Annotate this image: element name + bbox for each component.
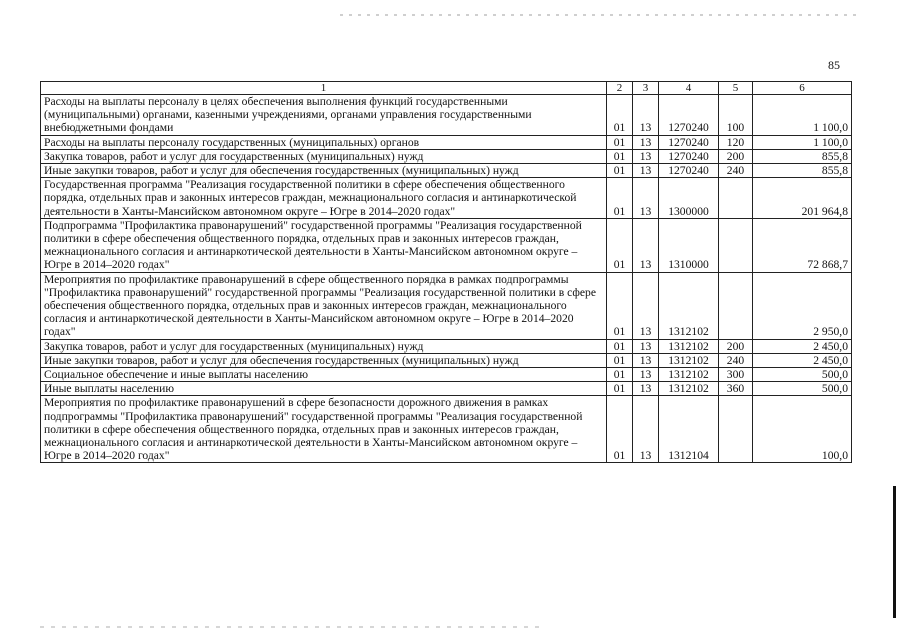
row-name: Закупка товаров, работ и услуг для государственных (муниципальных) нужд bbox=[41, 149, 607, 163]
row-subsection: 13 bbox=[633, 272, 659, 339]
row-target-article: 1312102 bbox=[659, 368, 719, 382]
table-row bbox=[41, 164, 852, 178]
row-expense-type: 360 bbox=[719, 382, 753, 396]
row-section: 01 bbox=[607, 95, 633, 136]
row-expense-type: 240 bbox=[719, 353, 753, 367]
row-target-article: 1270240 bbox=[659, 149, 719, 163]
row-section: 01 bbox=[607, 368, 633, 382]
row-expense-type: 200 bbox=[719, 149, 753, 163]
row-target-article: 1312102 bbox=[659, 353, 719, 367]
row-expense-type: 240 bbox=[719, 164, 753, 178]
row-section: 01 bbox=[607, 149, 633, 163]
row-subsection: 13 bbox=[633, 164, 659, 178]
row-section: 01 bbox=[607, 135, 633, 149]
table-row bbox=[41, 149, 852, 163]
row-subsection: 13 bbox=[633, 95, 659, 136]
row-section: 01 bbox=[607, 178, 633, 219]
row-name: Мероприятия по профилактике правонарушений в сфере общественного порядка в рамках подпрограммы "Профилактика правонарушений" государственной программы "Реализация государственной политики в сфере обеспечения общественного порядка, отдельных прав и законных интересов граждан, межнационального согласия и антинаркотической деятельности в Ханты-Мансийском автономном округе – Югре в 2014–2020 годах" bbox=[41, 272, 607, 339]
column-header: 2 bbox=[607, 82, 633, 95]
row-section: 01 bbox=[607, 396, 633, 463]
row-target-article: 1310000 bbox=[659, 218, 719, 272]
table-row bbox=[41, 272, 852, 339]
row-amount: 201 964,8 bbox=[753, 178, 852, 219]
page-number: 85 bbox=[828, 58, 840, 72]
column-header: 4 bbox=[659, 82, 719, 95]
budget-table-body bbox=[41, 82, 852, 463]
table-row bbox=[41, 368, 852, 382]
row-name: Иные закупки товаров, работ и услуг для обеспечения государственных (муниципальных) нужд bbox=[41, 164, 607, 178]
column-header: 6 bbox=[753, 82, 852, 95]
row-expense-type bbox=[719, 396, 753, 463]
row-subsection: 13 bbox=[633, 353, 659, 367]
row-amount: 855,8 bbox=[753, 149, 852, 163]
row-subsection: 13 bbox=[633, 396, 659, 463]
column-header: 5 bbox=[719, 82, 753, 95]
row-target-article: 1270240 bbox=[659, 164, 719, 178]
row-section: 01 bbox=[607, 272, 633, 339]
row-amount: 2 950,0 bbox=[753, 272, 852, 339]
table-row bbox=[41, 382, 852, 396]
row-target-article: 1270240 bbox=[659, 135, 719, 149]
row-name: Иные выплаты населению bbox=[41, 382, 607, 396]
table-row bbox=[41, 218, 852, 272]
table-row bbox=[41, 339, 852, 353]
column-numbers-row bbox=[41, 82, 852, 95]
scan-artifact-top bbox=[340, 14, 860, 16]
row-section: 01 bbox=[607, 382, 633, 396]
table-row bbox=[41, 95, 852, 136]
row-expense-type: 120 bbox=[719, 135, 753, 149]
row-amount: 72 868,7 bbox=[753, 218, 852, 272]
row-amount: 2 450,0 bbox=[753, 339, 852, 353]
row-section: 01 bbox=[607, 218, 633, 272]
row-subsection: 13 bbox=[633, 368, 659, 382]
row-subsection: 13 bbox=[633, 339, 659, 353]
row-name: Иные закупки товаров, работ и услуг для обеспечения государственных (муниципальных) нужд bbox=[41, 353, 607, 367]
scan-artifact-bottom bbox=[40, 626, 540, 628]
row-subsection: 13 bbox=[633, 149, 659, 163]
row-expense-type bbox=[719, 218, 753, 272]
row-amount: 500,0 bbox=[753, 382, 852, 396]
row-target-article: 1312104 bbox=[659, 396, 719, 463]
budget-table bbox=[40, 81, 852, 463]
row-amount: 2 450,0 bbox=[753, 353, 852, 367]
row-expense-type: 300 bbox=[719, 368, 753, 382]
row-name: Государственная программа "Реализация государственной политики в сфере обеспечения общественного порядка, отдельных прав и законных интересов граждан, межнационального согласия и антинаркотической деятельности в Ханты-Мансийском автономном округе – Югре в 2014–2020 годах" bbox=[41, 178, 607, 219]
column-header: 1 bbox=[41, 82, 607, 95]
row-amount: 855,8 bbox=[753, 164, 852, 178]
column-header: 3 bbox=[633, 82, 659, 95]
row-amount: 1 100,0 bbox=[753, 95, 852, 136]
table-row bbox=[41, 396, 852, 463]
row-target-article: 1312102 bbox=[659, 382, 719, 396]
row-section: 01 bbox=[607, 339, 633, 353]
row-name: Социальное обеспечение и иные выплаты населению bbox=[41, 368, 607, 382]
row-expense-type: 100 bbox=[719, 95, 753, 136]
row-name: Закупка товаров, работ и услуг для государственных (муниципальных) нужд bbox=[41, 339, 607, 353]
row-target-article: 1312102 bbox=[659, 272, 719, 339]
row-target-article: 1300000 bbox=[659, 178, 719, 219]
row-subsection: 13 bbox=[633, 135, 659, 149]
row-amount: 1 100,0 bbox=[753, 135, 852, 149]
page-edge-shadow bbox=[893, 486, 896, 618]
row-name: Расходы на выплаты персоналу в целях обеспечения выполнения функций государственными (муниципальными) органами, казенными учреждениями, органами управления государственными внебюджетными фондами bbox=[41, 95, 607, 136]
row-expense-type: 200 bbox=[719, 339, 753, 353]
row-expense-type bbox=[719, 272, 753, 339]
row-amount: 500,0 bbox=[753, 368, 852, 382]
table-row bbox=[41, 353, 852, 367]
row-target-article: 1312102 bbox=[659, 339, 719, 353]
row-subsection: 13 bbox=[633, 218, 659, 272]
row-amount: 100,0 bbox=[753, 396, 852, 463]
row-subsection: 13 bbox=[633, 178, 659, 219]
row-subsection: 13 bbox=[633, 382, 659, 396]
row-target-article: 1270240 bbox=[659, 95, 719, 136]
row-name: Мероприятия по профилактике правонарушений в сфере безопасности дорожного движения в рамках подпрограммы "Профилактика правонарушений" государственной программы "Реализация государственной политики в сфере обеспечения общественного порядка, отдельных прав и законных интересов граждан, межнационального согласия и антинаркотической деятельности в Ханты-Мансийском автономном округе – Югре в 2014–2020 годах" bbox=[41, 396, 607, 463]
row-section: 01 bbox=[607, 164, 633, 178]
table-row bbox=[41, 135, 852, 149]
row-name: Подпрограмма "Профилактика правонарушений" государственной программы "Реализация государственной политики в сфере обеспечения общественного порядка, отдельных прав и законных интересов граждан, межнационального согласия и антинаркотической деятельности в Ханты-Мансийском автономном округе – Югре в 2014–2020 годах" bbox=[41, 218, 607, 272]
row-expense-type bbox=[719, 178, 753, 219]
row-name: Расходы на выплаты персоналу государственных (муниципальных) органов bbox=[41, 135, 607, 149]
table-row bbox=[41, 178, 852, 219]
row-section: 01 bbox=[607, 353, 633, 367]
